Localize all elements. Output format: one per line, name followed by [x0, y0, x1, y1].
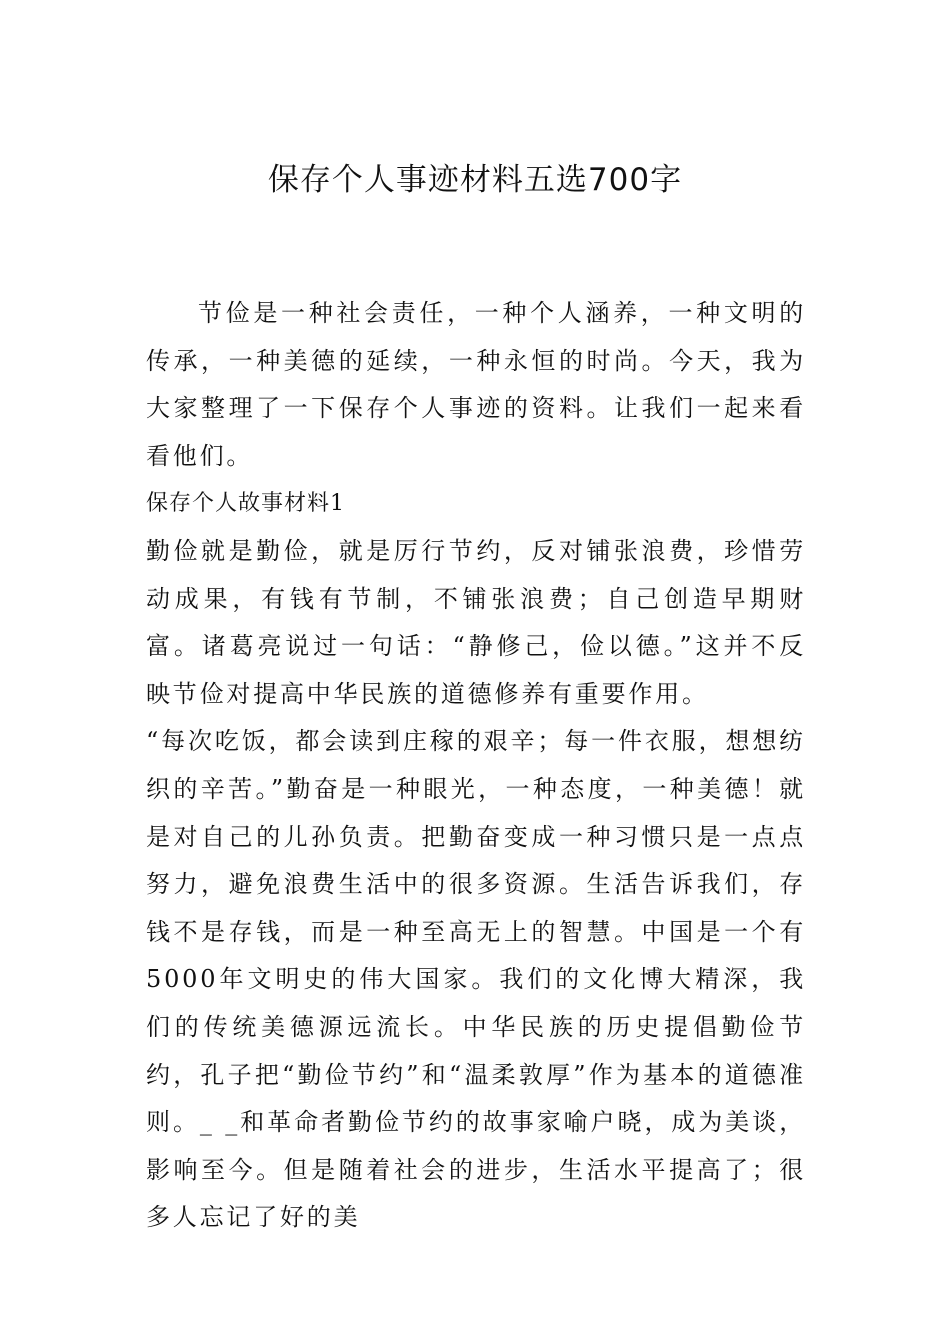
body-paragraph-2: “每次吃饭，都会读到庄稼的艰辛；每一件衣服，想想纺织的辛苦。”勤奋是一种眼光，一种态度，一种美德！就是对自己的儿孙负责。把勤奋变成一种习惯只是一点点努力，避免浪费生活中的很多资源。生活告诉我们，存钱不是存钱，而是一种至高无上的智慧。中国是一个有5000年文明史的伟大国家。我们的文化博大精深，我们的传统美德源远流长。中华民族的历史提倡勤俭节约，孔子把“勤俭节约”和“温柔敦厚”作为基本的道德准则。_ _和革命者勤俭节约的故事家喻户晓，成为美谈，影响至今。但是随着社会的进步，生活水平提高了；很多人忘记了好的美 [146, 727, 806, 1232]
document-body [146, 290, 806, 1242]
intro-paragraph: 节俭是一种社会责任，一种个人涵养，一种文明的传承，一种美德的延续，一种永恒的时尚。今天，我为大家整理了一下保存个人事迹的资料。让我们一起来看看他们。 [146, 299, 806, 470]
section-heading: 保存个人故事材料1 [146, 491, 345, 517]
body-paragraph-1: 勤俭就是勤俭，就是厉行节约，反对铺张浪费，珍惜劳动成果，有钱有节制，不铺张浪费；自己创造早期财富。诸葛亮说过一句话：“静修己，俭以德。”这并不反映节俭对提高中华民族的道德修养有重要作用。 [146, 536, 806, 708]
document-title: 保存个人事迹材料五选700字 [267, 162, 683, 198]
